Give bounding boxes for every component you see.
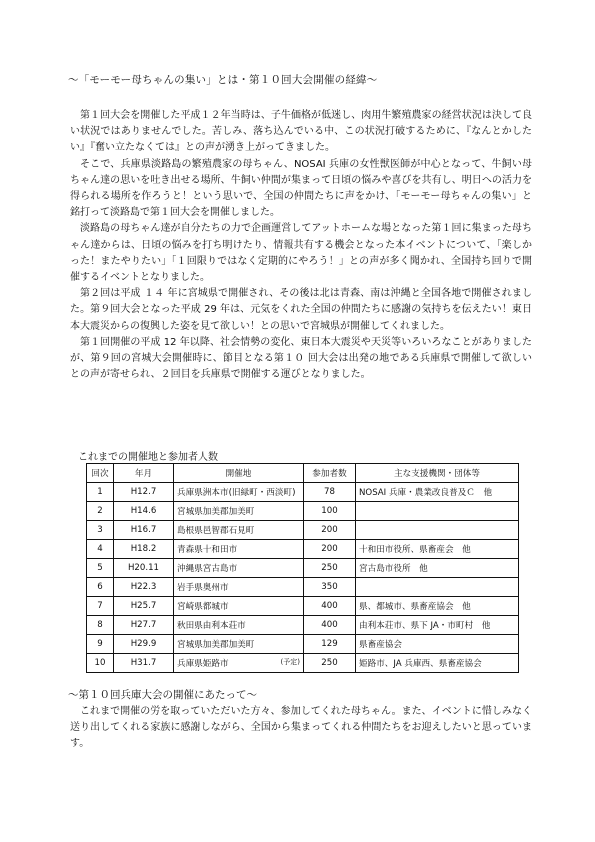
cell-round (87, 597, 114, 616)
paragraph: これまで開催の労を取っていただいた方々、参加してくれた母ちゃん。また、イベントに惜しみなく送り出してくれる家族に感謝しながら、全国から集まってくれる仲間たちをお迎えしたいと思っています。 (70, 706, 532, 750)
cell-support (356, 635, 519, 654)
cell-round (87, 483, 114, 502)
cell-date-text: H25.7 (130, 601, 157, 611)
cell-participants-text: 78 (324, 487, 335, 497)
section-heading: ～「モーモー母ちゃんの集い」とは・第１０回大会開催の経緯～ (68, 74, 378, 86)
cell-venue (174, 521, 304, 540)
cell-round (87, 502, 114, 521)
table-row (87, 616, 519, 635)
cell-date (114, 540, 174, 559)
table-row (87, 635, 519, 654)
cell-date-text: H18.2 (130, 544, 157, 554)
cell-venue-text: 岩手県奥州市 (177, 583, 229, 593)
cell-date-text: H29.9 (130, 639, 157, 649)
cell-participants (304, 635, 356, 654)
cell-venue-text: 兵庫県姫路市 (177, 659, 229, 669)
paragraph: 第２回は平成 １４ 年に宮城県で開催され、その後は北は青森、南は沖縄と全国各地で開催されました。第９回大会となった平成 29 年は、元気をくれた全国の仲間たちに感謝の気持ちを伝えたい！東日本大震災からの復興した姿を見て欲しい！との思いで宮城県が開催してくれました。 (70, 288, 532, 332)
cell-venue (174, 578, 304, 597)
history-table (86, 463, 519, 673)
cell-participants-text: 129 (321, 639, 338, 649)
cell-venue (174, 540, 304, 559)
column-header: 開催地 (174, 464, 304, 483)
cell-venue-text: 兵庫県洲本市(旧緑町・西淡町) (177, 488, 296, 498)
cell-round (87, 635, 114, 654)
paragraph: 淡路島の母ちゃん達が自分たちの力で企画運営してアットホームな場となった第１回に集まった母ちゃん達からは、日頃の悩みを打ち明けたり、情報共有する機会となった本イベントについて、「楽しかった！またやりたい」「１回限りではなく定期的にやろう！」との声が多く聞かれ、全国持ち回りで開催するイベントとなりました。 (70, 223, 532, 284)
cell-date (114, 635, 174, 654)
cell-venue (174, 597, 304, 616)
table-row (87, 540, 519, 559)
cell-venue (174, 654, 304, 673)
cell-support-text: 由利本荘市、県下 JA・市町村 他 (359, 621, 491, 631)
cell-support (356, 483, 519, 502)
paragraph: そこで、兵庫県淡路島の繁殖農家の母ちゃん、NOSAI 兵庫の女性獣医師が中心となって、牛飼い母ちゃん達の思いを吐き出せる場所、牛飼い仲間が集まって日頃の悩みや喜びを共有し、明日への活力を得られる場所を作ろうと！という思いで、全国の仲間たちに声をかけ、「モーモー母ちゃんの集い」と銘打って淡路島で第１回大会を開催しました。 (70, 158, 532, 219)
cell-support (356, 597, 519, 616)
column-header: 参加者数 (304, 464, 356, 483)
cell-participants (304, 654, 356, 673)
column-header: 主な支援機関・団体等 (356, 464, 519, 483)
cell-participants (304, 578, 356, 597)
closing-text (70, 704, 532, 753)
cell-participants-text: 400 (321, 601, 338, 611)
planned-note: (予定) (280, 658, 300, 666)
cell-date (114, 616, 174, 635)
cell-date (114, 483, 174, 502)
cell-round (87, 654, 114, 673)
cell-participants-text: 250 (321, 658, 338, 668)
cell-participants (304, 616, 356, 635)
cell-round-text: 5 (97, 563, 103, 573)
cell-support-text: 県、都城市、県畜産協会 他 (359, 602, 471, 612)
cell-venue-text: 宮崎県都城市 (177, 602, 229, 612)
section-heading: ～第１０回兵庫大会の開催にあたって～ (68, 689, 257, 701)
cell-venue-text: 沖縄県宮古島市 (177, 564, 238, 574)
cell-date (114, 521, 174, 540)
cell-date (114, 597, 174, 616)
cell-venue-text: 宮城県加美郡加美町 (177, 507, 255, 517)
cell-participants-text: 200 (321, 525, 338, 535)
cell-support-text: 宮古島市役所 他 (359, 564, 428, 574)
cell-venue (174, 502, 304, 521)
cell-date (114, 502, 174, 521)
cell-round-text: 3 (97, 525, 103, 535)
table-row (87, 578, 519, 597)
cell-date-text: H31.7 (130, 658, 157, 668)
cell-support (356, 502, 519, 521)
cell-round-text: 10 (94, 658, 106, 668)
cell-venue-text: 青森県十和田市 (177, 545, 238, 555)
cell-round (87, 559, 114, 578)
table-row (87, 502, 519, 521)
cell-round (87, 521, 114, 540)
cell-participants-text: 350 (321, 582, 338, 592)
cell-venue-text: 宮城県加美郡加美町 (177, 640, 255, 650)
cell-support-text: NOSAI 兵庫・農業改良普及Ｃ 他 (359, 488, 493, 498)
cell-date-text: H14.6 (130, 506, 157, 516)
table-row (87, 654, 519, 673)
cell-support (356, 540, 519, 559)
cell-round-text: 1 (97, 487, 103, 497)
table-caption: これまでの開催地と参加者人数 (78, 452, 218, 463)
cell-round (87, 616, 114, 635)
paragraph: 第１回開催の平成 12 年以降、社会情勢の変化、東日本大震災や天災等いろいろなことがありましたが、第９回の宮城大会開催時に、節目となる第１０ 回大会は出発の地である兵庫県で開催して欲しいとの声が寄せられ、２回目を兵庫県で開催する運びとなりました。 (70, 336, 532, 381)
cell-support (356, 578, 519, 597)
column-header: 回次 (87, 464, 114, 483)
cell-round (87, 578, 114, 597)
cell-round-text: 9 (97, 639, 103, 649)
cell-venue-text: 秋田県由利本荘市 (177, 621, 246, 631)
cell-participants-text: 200 (321, 544, 338, 554)
paragraph: 第１回大会を開催した平成１２年当時は、子牛価格が低迷し、肉用牛繁殖農家の経営状況は決して良い状況ではありませんでした。苦しみ、落ち込んでいる中、この状況打破するために、『なんとかしたい』『奮い立たなくては』との声が湧き上がってきました。 (70, 110, 532, 154)
cell-participants (304, 521, 356, 540)
column-header: 年月 (114, 464, 174, 483)
cell-round-text: 2 (97, 506, 103, 516)
cell-support (356, 654, 519, 673)
cell-date (114, 654, 174, 673)
cell-date-text: H16.7 (130, 525, 157, 535)
table-row (87, 597, 519, 616)
cell-support (356, 521, 519, 540)
table-row (87, 521, 519, 540)
table-row (87, 559, 519, 578)
cell-participants (304, 597, 356, 616)
cell-date (114, 559, 174, 578)
cell-participants-text: 250 (321, 563, 338, 573)
table-header-row (87, 464, 519, 483)
cell-support-text: 姫路市、JA 兵庫西、県畜産協会 (359, 659, 482, 669)
table-row (87, 483, 519, 502)
cell-round-text: 7 (97, 601, 103, 611)
cell-venue-text: 島根県邑智郡石見町 (177, 526, 255, 536)
cell-date-text: H22.3 (130, 582, 157, 592)
cell-participants-text: 100 (321, 506, 338, 516)
cell-participants (304, 483, 356, 502)
cell-venue (174, 616, 304, 635)
cell-participants (304, 540, 356, 559)
body-text (70, 108, 532, 383)
cell-date-text: H20.11 (127, 563, 160, 573)
cell-support (356, 559, 519, 578)
cell-participants (304, 559, 356, 578)
cell-support-text: 県畜産協会 (359, 640, 402, 650)
cell-venue (174, 559, 304, 578)
cell-support-text: 十和田市役所、県畜産会 他 (359, 545, 471, 555)
cell-venue (174, 483, 304, 502)
cell-participants (304, 502, 356, 521)
cell-participants-text: 400 (321, 620, 338, 630)
cell-round-text: 6 (97, 582, 103, 592)
cell-round-text: 8 (97, 620, 103, 630)
cell-date (114, 578, 174, 597)
cell-support (356, 616, 519, 635)
cell-date-text: H12.7 (130, 487, 157, 497)
cell-round-text: 4 (97, 544, 103, 554)
cell-date-text: H27.7 (130, 620, 157, 630)
cell-venue (174, 635, 304, 654)
cell-round (87, 540, 114, 559)
